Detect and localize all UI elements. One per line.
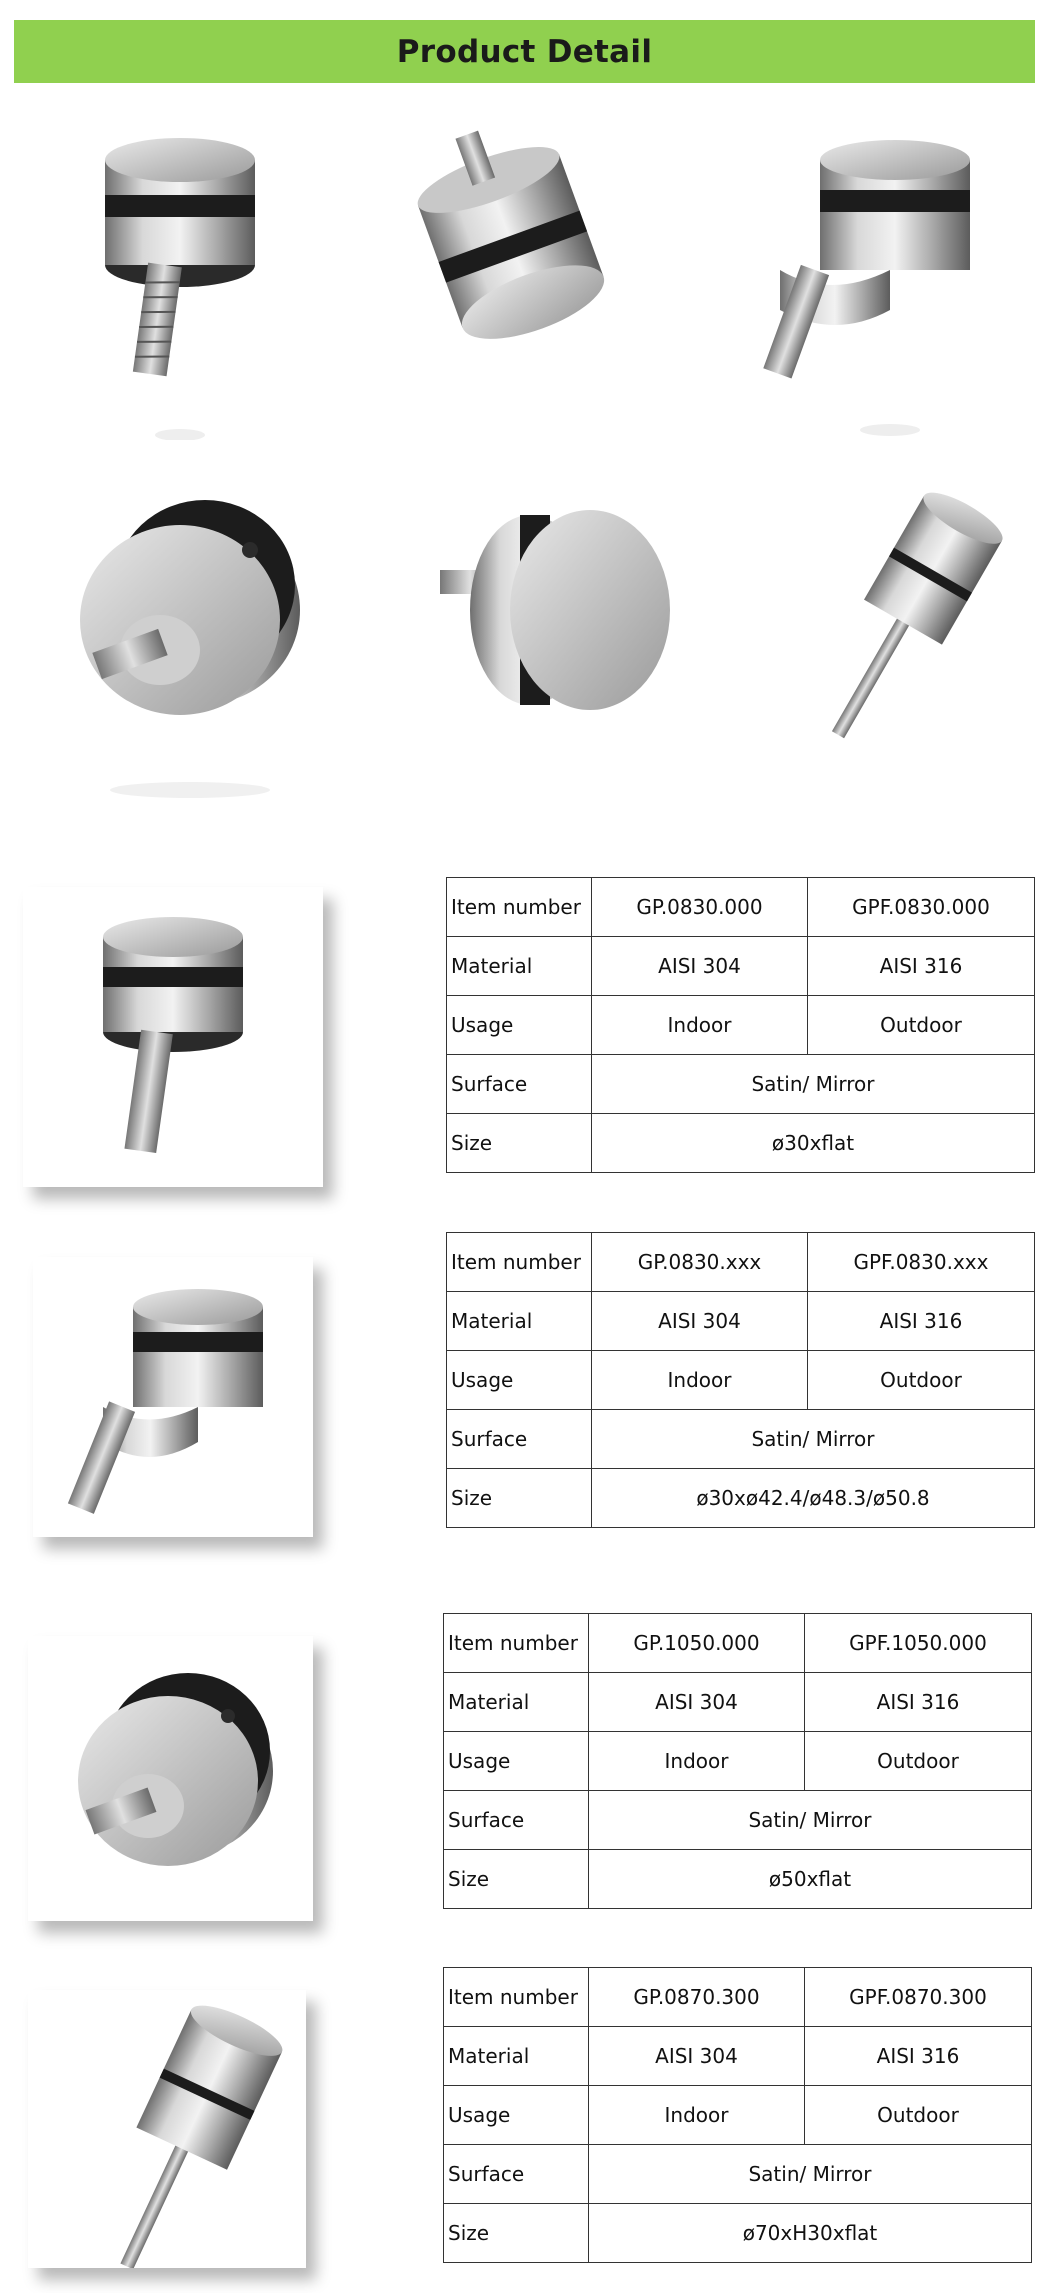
spec-row-material <box>444 2027 1032 2086</box>
spec-value: Outdoor <box>805 1732 1032 1791</box>
spec-label: Item number <box>447 878 592 937</box>
spec-label: Surface <box>447 1055 592 1114</box>
spec-value: ø70xH30xflat <box>589 2204 1032 2263</box>
product-photo-5 <box>380 460 680 800</box>
spec-row-usage <box>444 1732 1032 1791</box>
spec-value: AISI 316 <box>808 1292 1035 1351</box>
spec-value: GP.0830.xxx <box>592 1233 808 1292</box>
product-spec-table-1 <box>446 877 1035 1173</box>
spec-value: AISI 304 <box>592 1292 808 1351</box>
spec-value: AISI 316 <box>808 937 1035 996</box>
spec-label: Item number <box>447 1233 592 1292</box>
spec-row-item-number <box>444 1614 1032 1673</box>
spec-label: Size <box>447 1469 592 1528</box>
spec-row-size <box>447 1469 1035 1528</box>
spec-row-surface <box>444 2145 1032 2204</box>
spec-row-usage <box>444 2086 1032 2145</box>
spec-value: GP.0870.300 <box>589 1968 805 2027</box>
spec-label: Item number <box>444 1968 589 2027</box>
spec-value: Outdoor <box>805 2086 1032 2145</box>
spec-value: Satin/ Mirror <box>589 1791 1032 1850</box>
spec-value: AISI 304 <box>592 937 808 996</box>
spec-value: AISI 304 <box>589 1673 805 1732</box>
spec-row-size <box>444 1850 1032 1909</box>
spec-value: AISI 316 <box>805 2027 1032 2086</box>
spec-row-usage <box>447 1351 1035 1410</box>
page-header-banner <box>14 20 1035 83</box>
spec-value: Outdoor <box>808 996 1035 1055</box>
spec-value: AISI 304 <box>589 2027 805 2086</box>
spec-row-usage <box>447 996 1035 1055</box>
spec-label: Material <box>447 1292 592 1351</box>
spec-row-item-number <box>447 878 1035 937</box>
spec-value: ø30xø42.4/ø48.3/ø50.8 <box>592 1469 1035 1528</box>
spec-value: ø30xflat <box>592 1114 1035 1173</box>
spec-label: Surface <box>444 2145 589 2204</box>
spec-label: Usage <box>444 2086 589 2145</box>
spec-value: ø50xflat <box>589 1850 1032 1909</box>
product-photo-3 <box>740 100 1040 440</box>
spec-value: GPF.0830.xxx <box>808 1233 1035 1292</box>
spec-row-item-number <box>447 1233 1035 1292</box>
spec-label: Size <box>447 1114 592 1173</box>
spec-value: Outdoor <box>808 1351 1035 1410</box>
spec-row-size <box>444 2204 1032 2263</box>
spec-label: Material <box>444 1673 589 1732</box>
spec-value: Indoor <box>592 1351 808 1410</box>
product-photo-4 <box>40 460 340 800</box>
product-spec-table-2 <box>446 1232 1035 1528</box>
spec-value: GPF.0830.000 <box>808 878 1035 937</box>
spec-label: Item number <box>444 1614 589 1673</box>
spec-value: GPF.1050.000 <box>805 1614 1032 1673</box>
spec-row-material <box>447 1292 1035 1351</box>
spec-row-surface <box>444 1791 1032 1850</box>
spec-value: GP.0830.000 <box>592 878 808 937</box>
product-spec-table-3 <box>443 1613 1032 1909</box>
spec-value: Satin/ Mirror <box>589 2145 1032 2204</box>
product-photo-1 <box>40 100 340 440</box>
spec-value: Satin/ Mirror <box>592 1055 1035 1114</box>
product-card-image-1 <box>23 887 323 1187</box>
product-photo-6 <box>740 460 1040 800</box>
spec-label: Size <box>444 1850 589 1909</box>
spec-row-surface <box>447 1410 1035 1469</box>
spec-label: Usage <box>447 1351 592 1410</box>
spec-label: Usage <box>447 996 592 1055</box>
spec-label: Surface <box>444 1791 589 1850</box>
product-card-image-2 <box>33 1257 313 1537</box>
spec-row-item-number <box>444 1968 1032 2027</box>
spec-row-material <box>444 1673 1032 1732</box>
spec-value: Indoor <box>592 996 808 1055</box>
spec-value: Indoor <box>589 1732 805 1791</box>
page-title: Product Detail <box>396 33 653 70</box>
spec-row-size <box>447 1114 1035 1173</box>
product-photo-2 <box>380 100 680 440</box>
spec-row-surface <box>447 1055 1035 1114</box>
spec-value: GPF.0870.300 <box>805 1968 1032 2027</box>
spec-label: Material <box>447 937 592 996</box>
spec-label: Size <box>444 2204 589 2263</box>
spec-value: GP.1050.000 <box>589 1614 805 1673</box>
product-card-image-3 <box>28 1636 313 1921</box>
product-spec-table-4 <box>443 1967 1032 2263</box>
spec-label: Surface <box>447 1410 592 1469</box>
spec-value: Satin/ Mirror <box>592 1410 1035 1469</box>
spec-label: Material <box>444 2027 589 2086</box>
spec-row-material <box>447 937 1035 996</box>
spec-label: Usage <box>444 1732 589 1791</box>
spec-value: Indoor <box>589 2086 805 2145</box>
spec-value: AISI 316 <box>805 1673 1032 1732</box>
product-card-image-4 <box>28 1990 306 2268</box>
